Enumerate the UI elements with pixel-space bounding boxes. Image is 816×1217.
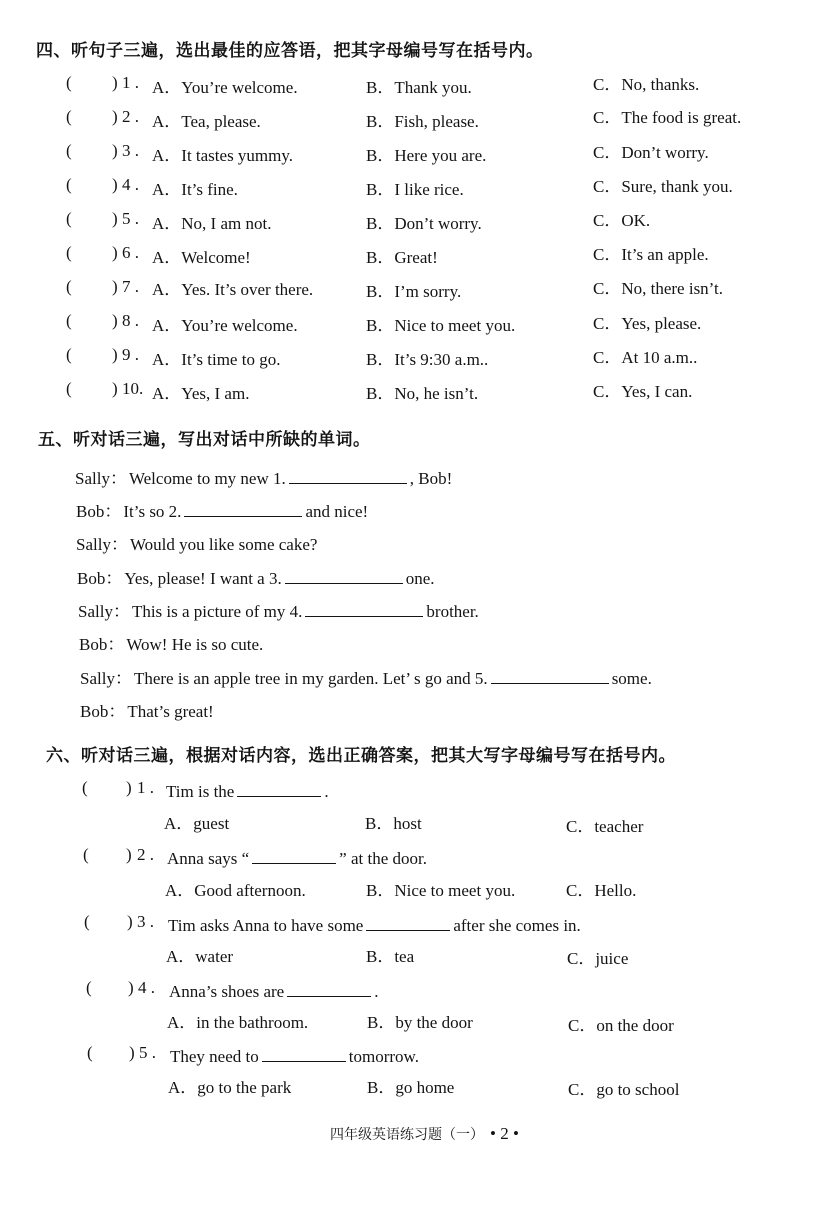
s6-question bbox=[0, 912, 816, 936]
option-a: A．No, I am not. bbox=[152, 214, 272, 233]
fill-blank-4[interactable] bbox=[305, 598, 423, 617]
s4-question-row bbox=[0, 243, 816, 269]
option-a: A．go to the park bbox=[168, 1078, 292, 1097]
speaker-name: Bob： bbox=[80, 702, 126, 721]
dialogue-text: It’s so 2. bbox=[123, 502, 182, 521]
answer-paren-left: ( bbox=[82, 778, 88, 797]
answer-paren-left: ( bbox=[66, 175, 72, 194]
stem-blank[interactable] bbox=[237, 778, 321, 797]
s6-options bbox=[0, 1073, 816, 1097]
fill-blank-1[interactable] bbox=[289, 465, 407, 484]
dialogue-text: Wow! He is so cute. bbox=[126, 635, 264, 654]
answer-paren-right: ) bbox=[126, 778, 132, 797]
option-b: B．tea bbox=[366, 947, 415, 966]
fill-blank-5[interactable] bbox=[491, 665, 609, 684]
question-number: 6 . bbox=[122, 243, 139, 262]
stem-blank[interactable] bbox=[252, 845, 336, 864]
question-number: 5 . bbox=[139, 1043, 156, 1062]
s6-question bbox=[0, 778, 816, 802]
option-b: B．It’s 9:30 a.m.. bbox=[366, 350, 489, 369]
dialogue-text: Would you like some cake? bbox=[129, 535, 318, 554]
option-c: C．OK. bbox=[593, 211, 651, 230]
option-a: A．in the bathroom. bbox=[167, 1013, 309, 1032]
question-number: 1 . bbox=[137, 778, 154, 797]
option-a: A．Good afternoon. bbox=[165, 881, 306, 900]
question-number: 4 . bbox=[138, 978, 155, 997]
answer-paren-right: ) bbox=[127, 912, 133, 931]
stem-blank[interactable] bbox=[366, 912, 450, 931]
option-c: C．Sure, thank you. bbox=[593, 177, 733, 196]
dialogue-line bbox=[78, 597, 479, 622]
s6-question bbox=[0, 978, 816, 1002]
dialogue-line bbox=[76, 530, 317, 555]
option-c: C．Yes, please. bbox=[593, 314, 702, 333]
footer-title: 四年级英语练习题（一） bbox=[330, 1127, 484, 1143]
question-number: 2 . bbox=[122, 107, 139, 126]
speaker-name: Sally： bbox=[76, 535, 128, 554]
dialogue-line bbox=[75, 464, 452, 489]
option-c: C．It’s an apple. bbox=[593, 245, 709, 264]
option-b: B．Nice to meet you. bbox=[366, 881, 516, 900]
answer-paren-right: ) bbox=[112, 209, 118, 228]
speaker-name: Sally： bbox=[75, 469, 127, 488]
answer-paren-right: ) bbox=[112, 175, 118, 194]
option-c: C．teacher bbox=[566, 817, 644, 836]
question-number: 3 . bbox=[137, 912, 154, 931]
option-a: A．guest bbox=[164, 814, 230, 833]
answer-paren-right: ) bbox=[128, 978, 134, 997]
speaker-name: Bob： bbox=[77, 569, 123, 588]
question-stem: They need to tomorrow. bbox=[170, 1043, 419, 1067]
option-c: C．on the door bbox=[568, 1016, 674, 1035]
option-c: C．At 10 a.m.. bbox=[593, 348, 698, 367]
dialogue-line bbox=[80, 664, 652, 689]
s4-question-row bbox=[0, 175, 816, 201]
question-number: 9 . bbox=[122, 345, 139, 364]
question-number: 1 . bbox=[122, 73, 139, 92]
answer-paren-left: ( bbox=[66, 141, 72, 160]
s4-question-row bbox=[0, 277, 816, 303]
question-number: 3 . bbox=[122, 141, 139, 160]
answer-paren-left: ( bbox=[66, 277, 72, 296]
option-a: A．Welcome! bbox=[152, 248, 251, 267]
section-4-title: 四、听句子三遍，选出最佳的应答语，把其字母编号写在括号内。 bbox=[36, 41, 544, 61]
option-a: A．Yes. It’s over there. bbox=[152, 280, 314, 299]
answer-paren-left: ( bbox=[66, 379, 72, 398]
option-a: A．You’re welcome. bbox=[152, 316, 298, 335]
answer-paren-right: ) bbox=[129, 1043, 135, 1062]
option-b: B．host bbox=[365, 814, 422, 833]
s4-question-row bbox=[0, 345, 816, 371]
option-b: B．go home bbox=[367, 1078, 455, 1097]
answer-paren-right: ) bbox=[112, 243, 118, 262]
s6-question bbox=[0, 845, 816, 869]
question-number: 8 . bbox=[122, 311, 139, 330]
option-b: B．Great! bbox=[366, 248, 438, 267]
s4-question-row bbox=[0, 209, 816, 235]
answer-paren-left: ( bbox=[66, 345, 72, 364]
answer-paren-left: ( bbox=[66, 107, 72, 126]
option-a: A．It tastes yummy. bbox=[152, 146, 294, 165]
answer-paren-left: ( bbox=[86, 978, 92, 997]
dialogue-text-after: some. bbox=[611, 669, 652, 688]
dialogue-line bbox=[79, 630, 263, 655]
dialogue-line bbox=[76, 497, 368, 522]
option-c: C．Yes, I can. bbox=[593, 382, 693, 401]
option-b: B．I like rice. bbox=[366, 180, 464, 199]
answer-paren-right: ) bbox=[112, 141, 118, 160]
option-c: C．go to school bbox=[568, 1080, 680, 1099]
question-number: 7 . bbox=[122, 277, 139, 296]
fill-blank-3[interactable] bbox=[285, 565, 403, 584]
s4-question-row bbox=[0, 141, 816, 167]
dialogue-text: Yes, please! I want a 3. bbox=[124, 569, 282, 588]
dialogue-line bbox=[77, 564, 435, 589]
option-a: A．You’re welcome. bbox=[152, 78, 298, 97]
s6-question bbox=[0, 1043, 816, 1067]
answer-paren-left: ( bbox=[66, 311, 72, 330]
dialogue-text-after: , Bob! bbox=[409, 469, 453, 488]
s6-options bbox=[0, 942, 816, 966]
question-stem: Tim asks Anna to have some after she comes in. bbox=[168, 912, 581, 936]
option-b: B．No, he isn’t. bbox=[366, 384, 479, 403]
option-a: A．It’s time to go. bbox=[152, 350, 281, 369]
answer-paren-right: ) bbox=[112, 73, 118, 92]
speaker-name: Sally： bbox=[80, 669, 132, 688]
answer-paren-right: ) bbox=[126, 845, 132, 864]
answer-paren-right: ) bbox=[112, 107, 118, 126]
option-a: A．Yes, I am. bbox=[152, 384, 250, 403]
s4-question-row bbox=[0, 73, 816, 99]
s6-options bbox=[0, 1008, 816, 1035]
dialogue-text: Welcome to my new 1. bbox=[128, 469, 286, 488]
dialogue-text-after: one. bbox=[405, 569, 435, 588]
question-stem: Anna’s shoes are . bbox=[169, 978, 378, 1002]
section-5-title: 五、听对话三遍，写出对话中所缺的单词。 bbox=[38, 430, 371, 450]
s4-question-row bbox=[0, 379, 816, 405]
page-number: • 2 • bbox=[490, 1124, 519, 1143]
option-c: C．No, thanks. bbox=[593, 75, 700, 94]
speaker-name: Sally： bbox=[78, 602, 130, 621]
s4-question-row bbox=[0, 311, 816, 337]
answer-paren-left: ( bbox=[66, 243, 72, 262]
question-number: 4 . bbox=[122, 175, 139, 194]
answer-paren-right: ) bbox=[112, 311, 118, 330]
option-b: B．by the door bbox=[367, 1013, 473, 1032]
page-footer bbox=[330, 1124, 519, 1144]
question-stem: Tim is the . bbox=[166, 778, 329, 802]
dialogue-text: There is an apple tree in my garden. Let’ s go and 5. bbox=[133, 669, 488, 688]
question-number: 5 . bbox=[122, 209, 139, 228]
dialogue-line bbox=[80, 697, 214, 722]
option-b: B．Here you are. bbox=[366, 146, 487, 165]
stem-blank[interactable] bbox=[262, 1043, 346, 1062]
option-c: C．Hello. bbox=[566, 881, 637, 900]
option-b: B．Nice to meet you. bbox=[366, 316, 516, 335]
option-a: A．It’s fine. bbox=[152, 180, 238, 199]
fill-blank-2[interactable] bbox=[184, 498, 302, 517]
option-c: C．Don’t worry. bbox=[593, 143, 709, 162]
question-number: 2 . bbox=[137, 845, 154, 864]
answer-paren-left: ( bbox=[87, 1043, 93, 1062]
s6-options bbox=[0, 809, 816, 836]
option-a: A．water bbox=[166, 947, 234, 966]
option-b: B．Thank you. bbox=[366, 78, 472, 97]
dialogue-text-after: and nice! bbox=[305, 502, 369, 521]
answer-paren-left: ( bbox=[66, 73, 72, 92]
answer-paren-right: ) bbox=[112, 277, 118, 296]
s4-question-row bbox=[0, 107, 816, 133]
option-b: B．I’m sorry. bbox=[366, 282, 462, 301]
speaker-name: Bob： bbox=[76, 502, 122, 521]
speaker-name: Bob： bbox=[79, 635, 125, 654]
option-c: C．No, there isn’t. bbox=[593, 279, 724, 298]
answer-paren-left: ( bbox=[66, 209, 72, 228]
question-stem: Anna says “ ” at the door. bbox=[167, 845, 427, 869]
option-c: C．juice bbox=[567, 949, 629, 968]
option-b: B．Don’t worry. bbox=[366, 214, 482, 233]
answer-paren-right: ) bbox=[112, 345, 118, 364]
stem-blank[interactable] bbox=[287, 978, 371, 997]
dialogue-text-after: brother. bbox=[426, 602, 479, 621]
question-number: 10. bbox=[122, 379, 144, 398]
answer-paren-left: ( bbox=[84, 912, 90, 931]
option-a: A．Tea, please. bbox=[152, 112, 261, 131]
answer-paren-left: ( bbox=[83, 845, 89, 864]
option-c: C．The food is great. bbox=[593, 108, 742, 127]
answer-paren-right: ) bbox=[112, 379, 118, 398]
dialogue-text: That’s great! bbox=[127, 702, 214, 721]
section-6-title: 六、听对话三遍，根据对话内容，选出正确答案，把其大写字母编号写在括号内。 bbox=[46, 746, 676, 766]
s6-options bbox=[0, 876, 816, 900]
option-b: B．Fish, please. bbox=[366, 112, 479, 131]
dialogue-text: This is a picture of my 4. bbox=[131, 602, 303, 621]
